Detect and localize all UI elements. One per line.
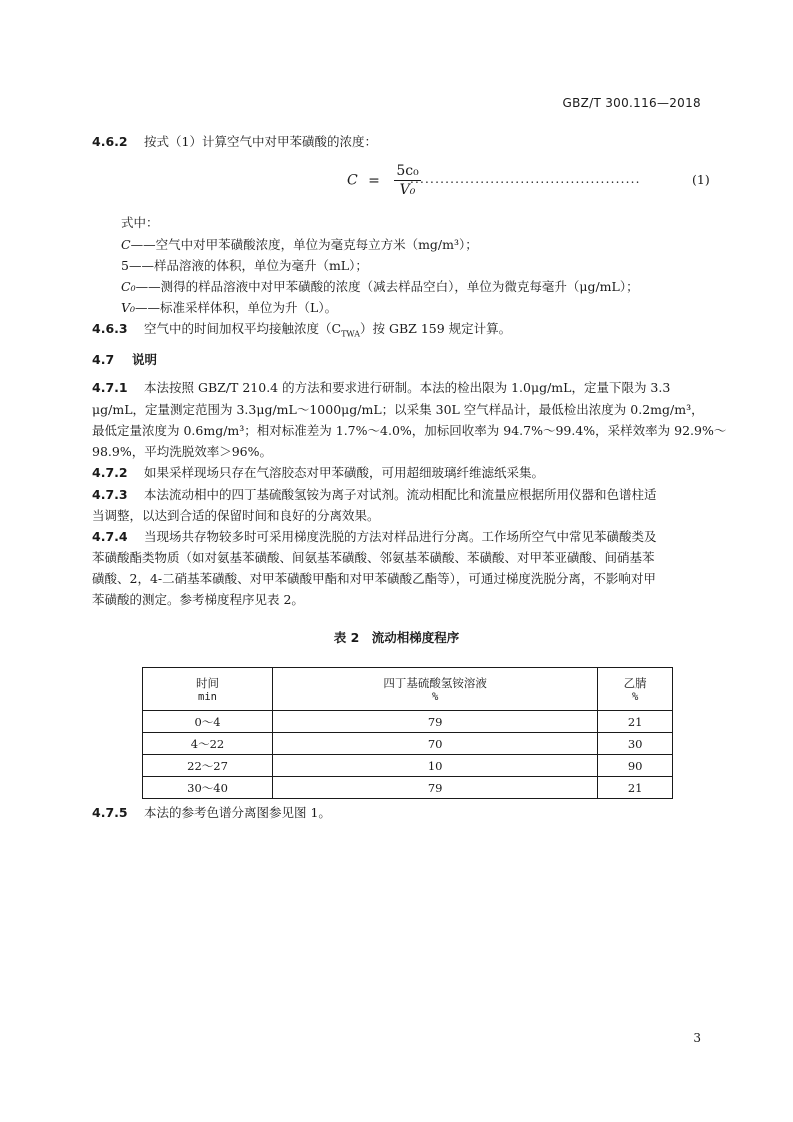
section-4-7-heading <box>92 350 157 368</box>
clause-text: 如果采样现场只存在气溶胶态对甲苯磺酸，可用超细玻璃纤维滤纸采集。 <box>144 465 545 480</box>
section-4-7-1 <box>92 378 670 396</box>
table-cell: 30～40 <box>143 777 273 799</box>
table-cell: 90 <box>598 755 673 777</box>
table-cell: 0～4 <box>143 711 273 733</box>
section-4-7-4 <box>92 527 657 545</box>
table-caption: 表 2 流动相梯度程序 <box>333 630 460 645</box>
section-4-7-5 <box>92 803 331 821</box>
table-cell: 21 <box>598 711 673 733</box>
table-cell: 70 <box>273 733 598 755</box>
variable-description: ——样品溶液的体积，单位为毫升（mL）； <box>128 258 368 273</box>
section-4-6-2 <box>92 132 377 150</box>
formula-lhs: C <box>347 172 358 189</box>
section-4-7-2 <box>92 463 544 481</box>
formula-number: (1) <box>692 172 710 187</box>
table-cell: 4～22 <box>143 733 273 755</box>
formula-equals: = <box>368 172 380 189</box>
variable-symbol: C₀ <box>121 279 136 294</box>
table-row <box>143 711 673 733</box>
clause-number: 4.7.3 <box>92 487 128 502</box>
variable-symbol: C <box>121 237 131 252</box>
paragraph-line: 本法按照 GBZ/T 210.4 的方法和要求进行研制。本法的检出限为 1.0μg/mL，定量下限为 3.3 <box>144 380 671 395</box>
clause-number: 4.7.2 <box>92 465 128 480</box>
paragraph-line: 苯磺酸的测定。参考梯度程序见表 2。 <box>92 592 304 607</box>
paragraph-line: 当调整，以达到合适的保留时间和良好的分离效果。 <box>92 508 380 523</box>
variable-row <box>121 277 639 295</box>
paragraph-line: 当现场共存物较多时可采用梯度洗脱的方法对样品进行分离。工作场所空气中常见苯磺酸类及 <box>144 529 657 544</box>
gradient-table <box>142 667 673 799</box>
variable-description: ——标准采样体积，单位为升（L）。 <box>135 300 338 315</box>
table-cell: 22～27 <box>143 755 273 777</box>
section-4-6-3 <box>92 319 511 339</box>
table-cell: 79 <box>273 777 598 799</box>
section-title: 说明 <box>132 352 158 367</box>
table-row <box>143 755 673 777</box>
table-header-row <box>143 668 673 711</box>
clause-text: 按式（1）计算空气中对甲苯磺酸的浓度： <box>144 134 377 149</box>
table-cell: 79 <box>273 711 598 733</box>
formula-leader-dots: .............................................. <box>410 172 641 186</box>
clause-number: 4.6.2 <box>92 134 128 149</box>
standard-id: GBZ/T 300.116—2018 <box>562 96 701 110</box>
variable-symbol: V₀ <box>121 300 136 315</box>
variable-row <box>121 256 368 274</box>
table-cell: 21 <box>598 777 673 799</box>
paragraph-line: 苯磺酸酯类物质（如对氨基苯磺酸、间氨基苯磺酸、邻氨基苯磺酸、苯磺酸、对甲苯亚磺酸、间硝基苯 <box>92 550 655 565</box>
column-header: 乙腈 % <box>598 668 673 711</box>
table-row <box>143 733 673 755</box>
section-4-7-3 <box>92 485 657 503</box>
where-label: 式中： <box>121 215 159 230</box>
clause-number: 4.7.5 <box>92 805 128 820</box>
column-header: 四丁基硫酸氢铵溶液 % <box>273 668 598 711</box>
table-row <box>143 777 673 799</box>
variable-row <box>121 298 337 316</box>
clause-number: 4.7.1 <box>92 380 128 395</box>
table-cell: 10 <box>273 755 598 777</box>
paragraph-line: μg/mL，定量测定范围为 3.3μg/mL～1000μg/mL；以采集 30L 空气样品计，最低检出浓度为 0.2mg/m³， <box>92 402 704 417</box>
formula-denominator: V₀ <box>399 182 416 198</box>
clause-number: 4.7.4 <box>92 529 128 544</box>
variable-symbol: 5 <box>121 258 129 273</box>
variable-description: ——空气中对甲苯磺酸浓度，单位为毫克每立方米（mg/m³）； <box>130 237 478 252</box>
paragraph-line: 98.9%，平均洗脱效率＞96%。 <box>92 444 272 459</box>
page-number: 3 <box>693 1031 701 1045</box>
clause-text: 空气中的时间加权平均接触浓度（C <box>144 321 342 336</box>
paragraph-line: 最低定量浓度为 0.6mg/m³；相对标准差为 1.7%～4.0%，加标回收率为 94.7%～99.4%，采样效率为 92.9%～ <box>92 423 727 438</box>
clause-text-end: ）按 GBZ 159 规定计算。 <box>360 321 512 336</box>
table-cell: 30 <box>598 733 673 755</box>
clause-subscript: TWA <box>341 329 361 339</box>
variable-description: ——测得的样品溶液中对甲苯磺酸的浓度（减去样品空白），单位为微克每毫升（μg/mL）； <box>135 279 639 294</box>
paragraph-line: 磺酸、2，4-二硝基苯磺酸、对甲苯磺酸甲酯和对甲苯磺酸乙酯等），可通过梯度洗脱分离，不影响对甲 <box>92 571 656 586</box>
clause-number: 4.6.3 <box>92 321 128 336</box>
column-header: 时间 min <box>143 668 273 711</box>
clause-text: 本法的参考色谱分离图参见图 1。 <box>144 805 331 820</box>
formula-numerator: 5c₀ <box>396 163 419 179</box>
variable-row <box>121 235 478 253</box>
paragraph-line: 本法流动相中的四丁基硫酸氢铵为离子对试剂。流动相配比和流量应根据所用仪器和色谱柱适 <box>144 487 657 502</box>
clause-number: 4.7 <box>92 352 115 367</box>
